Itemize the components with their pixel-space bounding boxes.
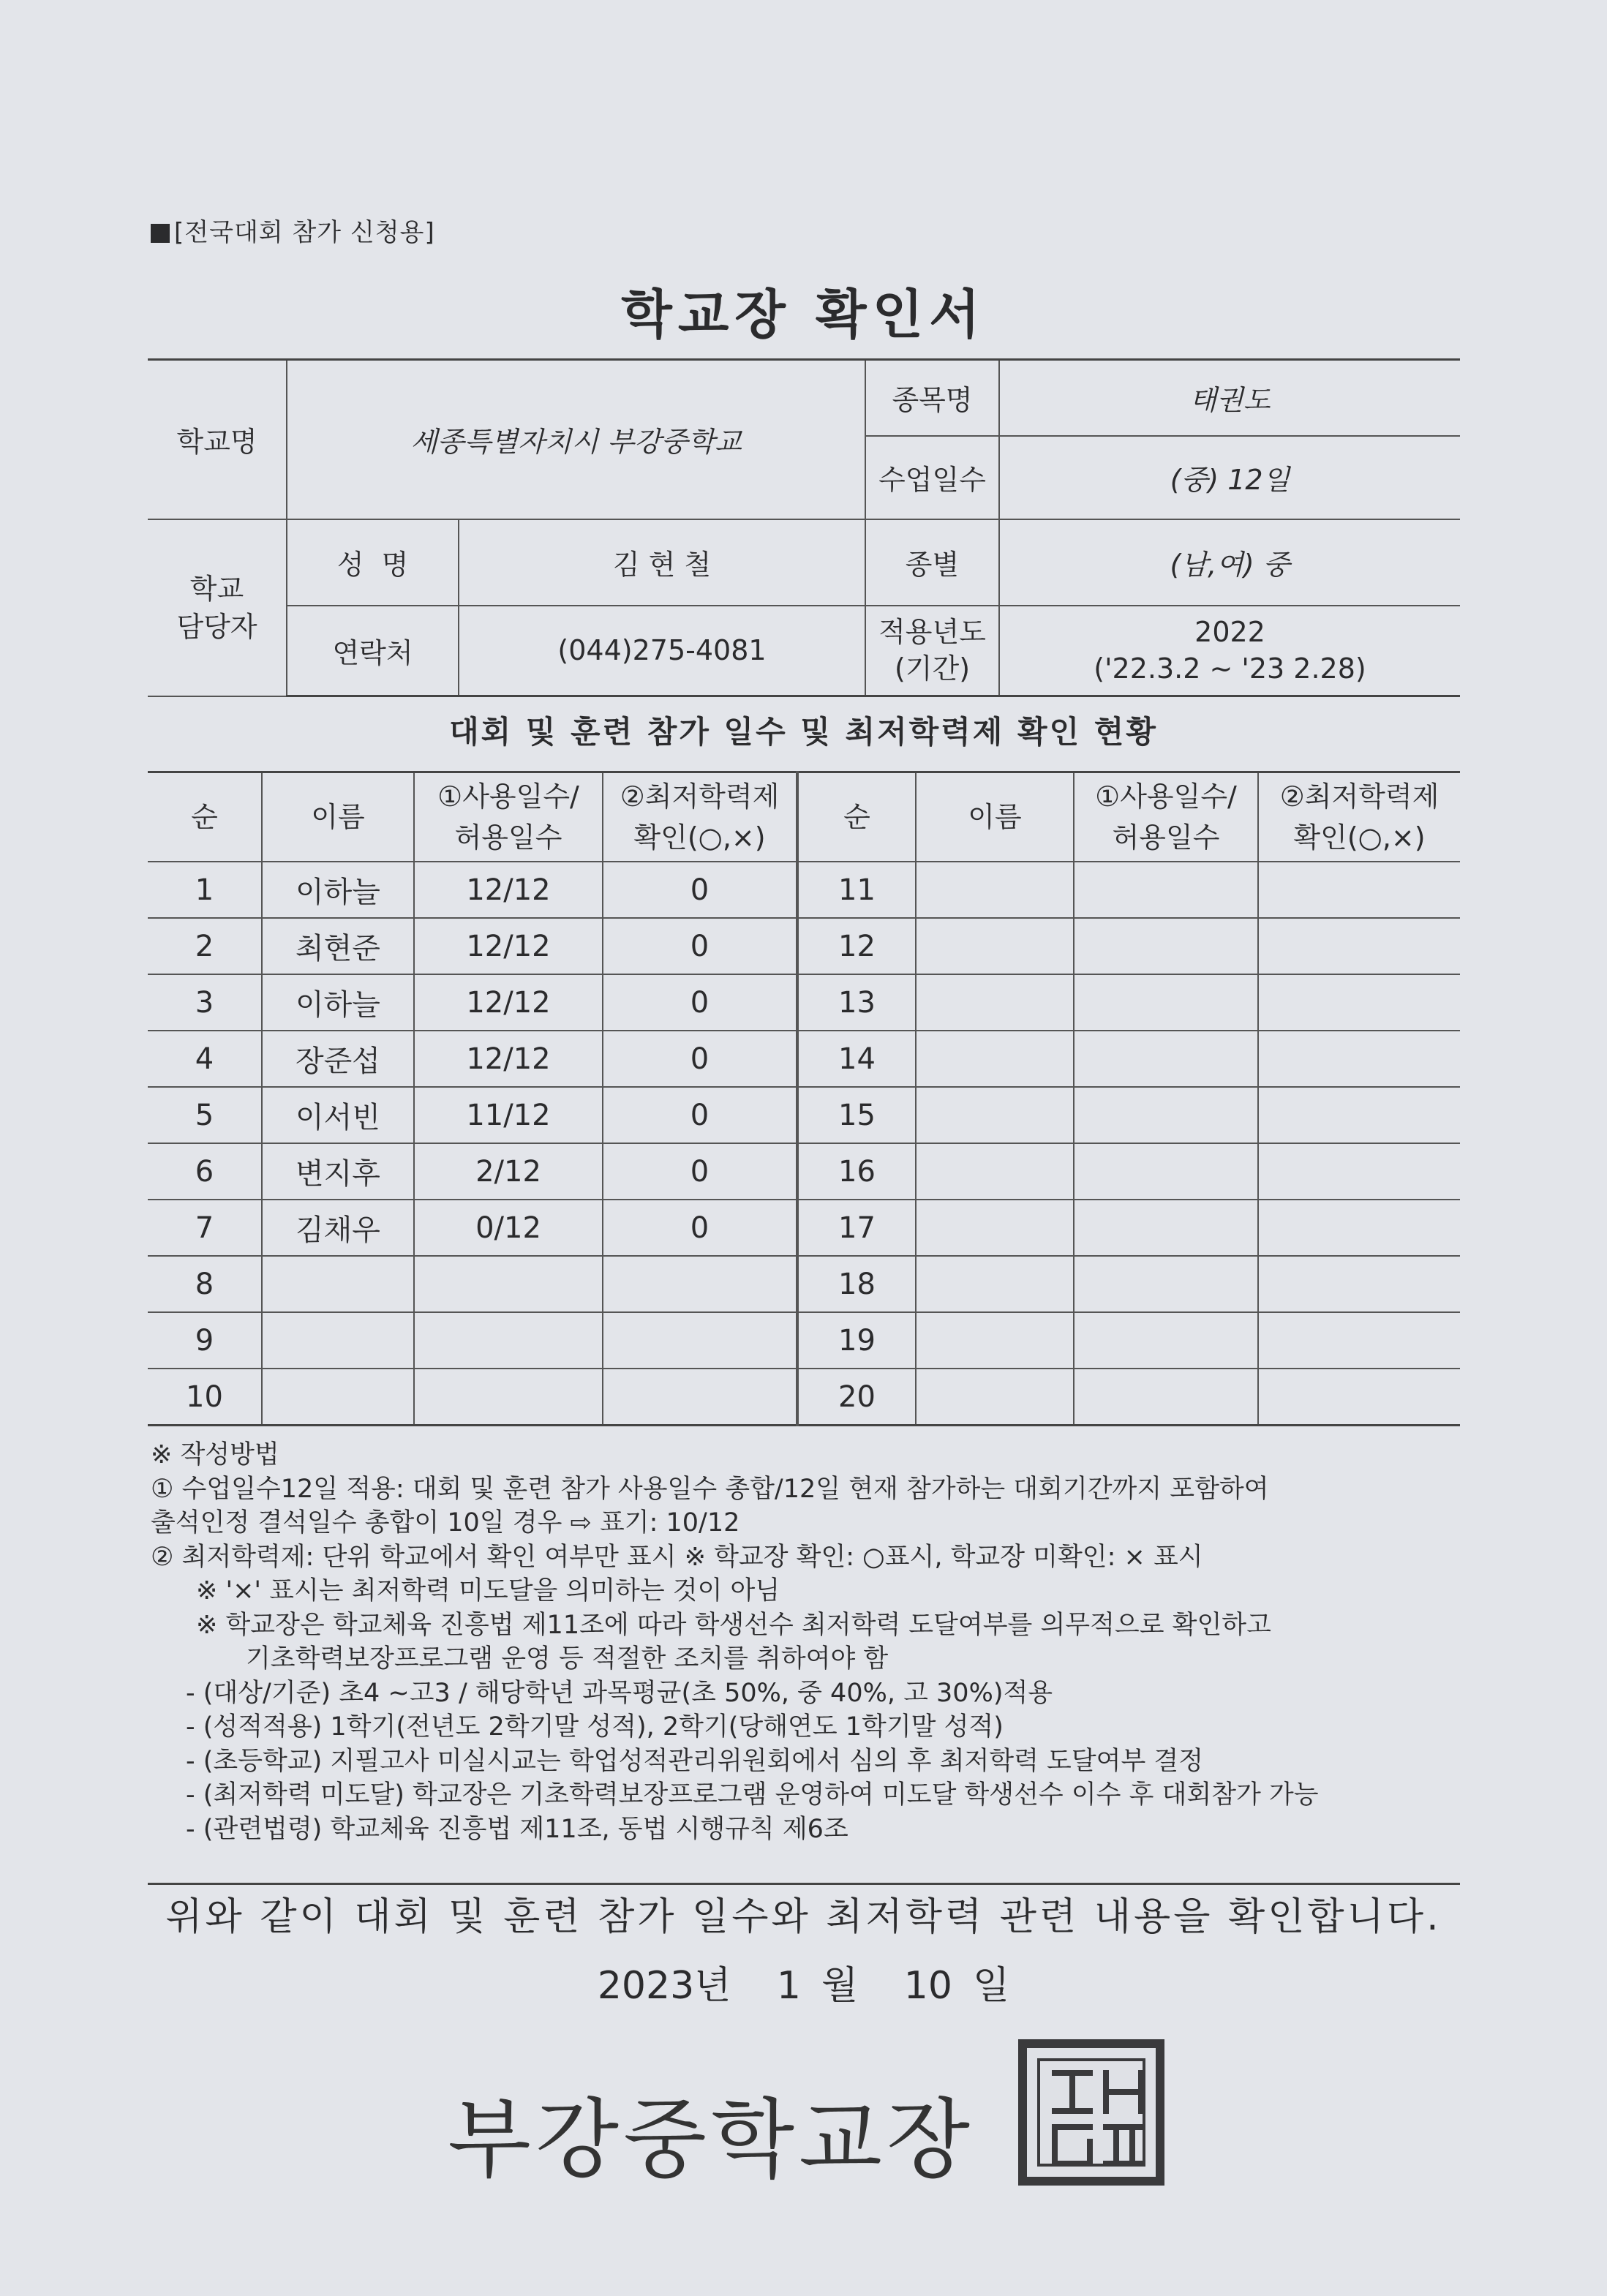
- days-used: [1074, 1312, 1258, 1369]
- days-used: [1074, 1369, 1258, 1426]
- notes-heading: ※ 작성방법: [151, 1440, 279, 1469]
- note-line: ① 수업일수12일 적용: 대회 및 훈련 참가 사용일수 총합/12일 현재 참가하는 대회기간까지 포함하여: [151, 1474, 1269, 1504]
- row-number: 11: [797, 862, 916, 918]
- table-row: [148, 1087, 1460, 1143]
- min-academic-check: [1258, 918, 1460, 974]
- form-tag: [전국대회 참가 신청용]: [151, 212, 435, 248]
- note-line: - (초등학교) 지필고사 미실시교는 학업성적관리위원회에서 심의 후 최저학력 도달여부 결정: [186, 1746, 1204, 1776]
- header-num: 순: [148, 772, 262, 862]
- roster-table: [148, 771, 1460, 1426]
- days-used: [1074, 1143, 1258, 1200]
- row-number: 14: [797, 1031, 916, 1087]
- confirmation-statement: 위와 같이 대회 및 훈련 참가 일수와 최저학력 관련 내용을 확인합니다.: [165, 1895, 1442, 1939]
- row-number: 8: [148, 1256, 262, 1312]
- days-used: 12/12: [414, 918, 603, 974]
- year-value: 2022 ('22.3.2 ~ '23 2.28): [999, 606, 1460, 696]
- min-academic-check: [603, 1256, 797, 1312]
- min-academic-check: 0: [603, 862, 797, 918]
- student-name: [916, 1312, 1074, 1369]
- row-number: 13: [797, 974, 916, 1031]
- days-used: [414, 1256, 603, 1312]
- days-label: 수업일수: [865, 436, 999, 519]
- row-number: 12: [797, 918, 916, 974]
- days-used: 12/12: [414, 974, 603, 1031]
- days-used: [1074, 974, 1258, 1031]
- header-days: ①사용일수/ 허용일수: [414, 772, 603, 862]
- info-table: [148, 358, 1460, 697]
- min-academic-check: [1258, 862, 1460, 918]
- days-used: [1074, 862, 1258, 918]
- row-number: 7: [148, 1200, 262, 1256]
- row-number: 6: [148, 1143, 262, 1200]
- table-row: [148, 918, 1460, 974]
- min-academic-check: [1258, 974, 1460, 1031]
- gender-label: 종별: [865, 519, 999, 606]
- days-used: [1074, 1087, 1258, 1143]
- days-used: 12/12: [414, 1031, 603, 1087]
- table-row: [148, 1031, 1460, 1087]
- writing-notes: [151, 1438, 1460, 1846]
- issue-date: [0, 1954, 1607, 2009]
- row-number: 4: [148, 1031, 262, 1087]
- student-name: [916, 918, 1074, 974]
- student-name: 이하늘: [262, 862, 414, 918]
- row-number: 10: [148, 1369, 262, 1426]
- note-line: - (관련법령) 학교체육 진흥법 제11조, 동법 시행규칙 제6조: [186, 1814, 848, 1844]
- student-name: [916, 1200, 1074, 1256]
- date-month-unit: 월: [821, 1964, 859, 2008]
- min-academic-check: 0: [603, 1031, 797, 1087]
- row-number: 16: [797, 1143, 916, 1200]
- row-number: 9: [148, 1312, 262, 1369]
- min-academic-check: [1258, 1087, 1460, 1143]
- header-num: 순: [797, 772, 916, 862]
- contact-label: 연락처: [287, 606, 459, 696]
- school-value: 세종특별자치시 부강중학교: [287, 360, 865, 519]
- seal-glyph: [1052, 2070, 1097, 2115]
- year-label: 적용년도 (기간): [865, 606, 999, 696]
- min-academic-check: [1258, 1312, 1460, 1369]
- student-name: [916, 1087, 1074, 1143]
- student-name: [262, 1256, 414, 1312]
- header-days: ①사용일수/ 허용일수: [1074, 772, 1258, 862]
- header-check: ②최저학력제 확인(○,×): [603, 772, 797, 862]
- student-name: [916, 1256, 1074, 1312]
- principal-signature: 부강중학교장: [448, 2089, 974, 2190]
- name-label: 성 명: [287, 519, 459, 606]
- row-number: 1: [148, 862, 262, 918]
- date-year: 2023년: [597, 1964, 731, 2008]
- student-name: 김채우: [262, 1200, 414, 1256]
- sport-value: 태권도: [999, 360, 1460, 436]
- days-used: 12/12: [414, 862, 603, 918]
- date-month: 1: [776, 1964, 802, 2008]
- document-title: 학교장 확인서: [621, 284, 986, 345]
- min-academic-check: [1258, 1143, 1460, 1200]
- note-line: - (성적적용) 1학기(전년도 2학기말 성적), 2학기(당해연도 1학기말 성적): [186, 1712, 1004, 1742]
- min-academic-check: 0: [603, 1087, 797, 1143]
- seal-glyph: [1052, 2124, 1097, 2169]
- table-row: [148, 1312, 1460, 1369]
- min-academic-check: [603, 1312, 797, 1369]
- days-used: [1074, 1256, 1258, 1312]
- seal-glyph: [1103, 2124, 1148, 2169]
- min-academic-check: 0: [603, 1143, 797, 1200]
- header-name: 이름: [916, 772, 1074, 862]
- sport-label: 종목명: [865, 360, 999, 436]
- roster-header-row: [148, 772, 1460, 862]
- row-number: 20: [797, 1369, 916, 1426]
- row-number: 5: [148, 1087, 262, 1143]
- student-name: 최현준: [262, 918, 414, 974]
- roster-body: [148, 772, 1460, 1426]
- days-used: [414, 1312, 603, 1369]
- section-title: 대회 및 훈련 참가 일수 및 최저학력제 확인 현황: [449, 714, 1158, 750]
- student-name: 변지후: [262, 1143, 414, 1200]
- row-number: 19: [797, 1312, 916, 1369]
- student-name: [262, 1369, 414, 1426]
- student-name: [916, 1369, 1074, 1426]
- min-academic-check: 0: [603, 974, 797, 1031]
- row-number: 3: [148, 974, 262, 1031]
- student-name: 이하늘: [262, 974, 414, 1031]
- days-used: 11/12: [414, 1087, 603, 1143]
- header-check: ②최저학력제 확인(○,×): [1258, 772, 1460, 862]
- note-line: 출석인정 결석일수 총합이 10일 경우 ⇨ 표기: 10/12: [151, 1508, 740, 1537]
- divider: [148, 1883, 1460, 1885]
- note-line: ② 최저학력제: 단위 학교에서 확인 여부만 표시 ※ 학교장 확인: ○표시, 학교장 미확인: × 표시: [151, 1542, 1203, 1572]
- row-number: 2: [148, 918, 262, 974]
- date-day-unit: 일: [972, 1964, 1010, 2008]
- days-used: 0/12: [414, 1200, 603, 1256]
- row-number: 17: [797, 1200, 916, 1256]
- student-name: [916, 1143, 1074, 1200]
- days-value: (중) 12일: [999, 436, 1460, 519]
- table-row: [148, 1256, 1460, 1312]
- seal-glyph: [1103, 2070, 1148, 2115]
- table-row: [148, 974, 1460, 1031]
- gender-value: (남,여) 중: [999, 519, 1460, 606]
- table-row: [148, 1143, 1460, 1200]
- note-line: - (최저학력 미도달) 학교장은 기초학력보장프로그램 운영하여 미도달 학생선수 이수 후 대회참가 가능: [186, 1780, 1319, 1810]
- note-line: ※ '×' 표시는 최저학력 미도달을 의미하는 것이 아님: [196, 1576, 780, 1606]
- manager-label: 학교 담당자: [148, 519, 287, 696]
- row-number: 18: [797, 1256, 916, 1312]
- days-used: [1074, 1200, 1258, 1256]
- table-row: [148, 1369, 1460, 1426]
- name-value: 김 현 철: [459, 519, 865, 606]
- table-row: [148, 1200, 1460, 1256]
- school-label: 학교명: [148, 360, 287, 519]
- student-name: 이서빈: [262, 1087, 414, 1143]
- days-used: [1074, 1031, 1258, 1087]
- student-name: [916, 974, 1074, 1031]
- min-academic-check: [1258, 1031, 1460, 1087]
- student-name: [916, 1031, 1074, 1087]
- min-academic-check: [1258, 1200, 1460, 1256]
- official-seal-stamp: [1018, 2039, 1164, 2186]
- student-name: [262, 1312, 414, 1369]
- days-used: [414, 1369, 603, 1426]
- min-academic-check: 0: [603, 918, 797, 974]
- min-academic-check: [603, 1369, 797, 1426]
- table-row: [148, 862, 1460, 918]
- min-academic-check: 0: [603, 1200, 797, 1256]
- header-name: 이름: [262, 772, 414, 862]
- row-number: 15: [797, 1087, 916, 1143]
- square-bullet-icon: [151, 224, 170, 243]
- note-line: ※ 학교장은 학교체육 진흥법 제11조에 따라 학생선수 최저학력 도달여부를 의무적으로 확인하고: [196, 1610, 1271, 1640]
- days-used: [1074, 918, 1258, 974]
- contact-value: (044)275-4081: [459, 606, 865, 696]
- note-line: - (대상/기준) 초4 ~고3 / 해당학년 과목평균(초 50%, 중 40%, 고 30%)적용: [186, 1678, 1053, 1708]
- date-day: 10: [903, 1964, 952, 2008]
- note-line: 기초학력보장프로그램 운영 등 적절한 조치를 취하여야 함: [246, 1644, 889, 1674]
- student-name: 장준섭: [262, 1031, 414, 1087]
- min-academic-check: [1258, 1369, 1460, 1426]
- min-academic-check: [1258, 1256, 1460, 1312]
- days-used: 2/12: [414, 1143, 603, 1200]
- student-name: [916, 862, 1074, 918]
